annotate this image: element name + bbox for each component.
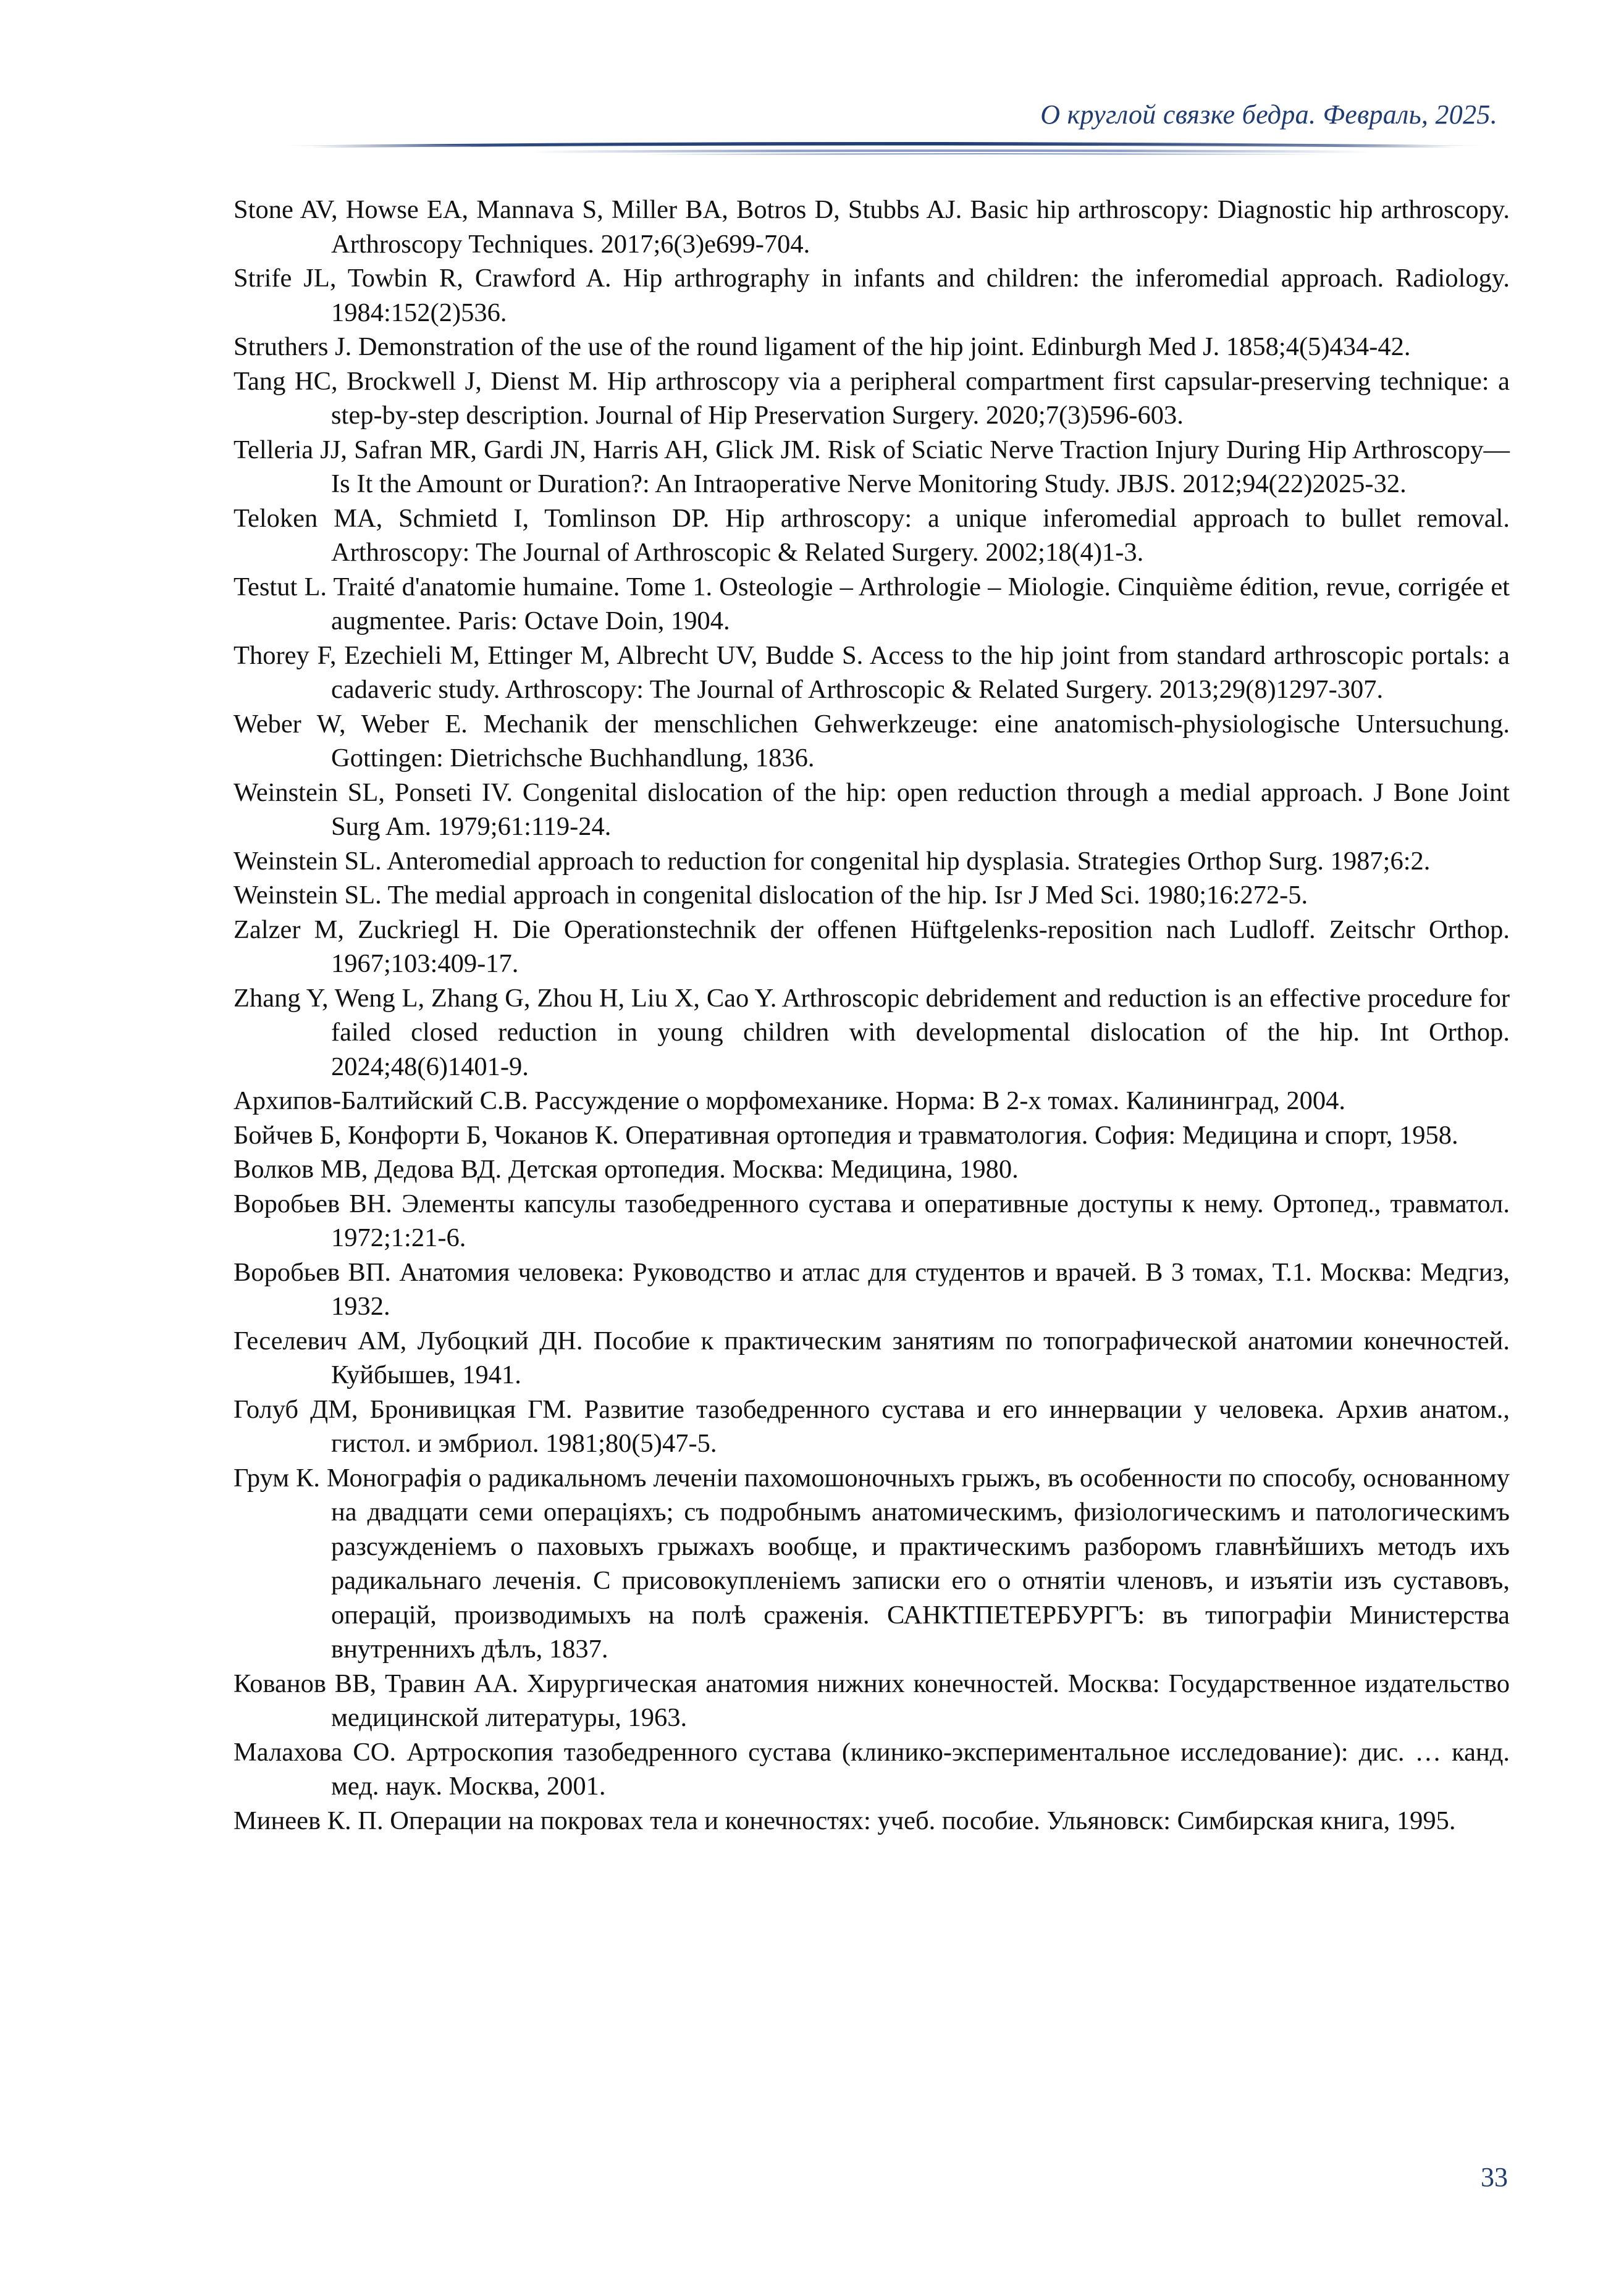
reference-item: Минеев К. П. Операции на покровах тела и конечностях: учеб. пособие. Ульяновск: Симбирская книга, 1995. xyxy=(234,1806,1456,1835)
reference-item: Tang HC, Brockwell J, Dienst M. Hip arthroscopy via a peripheral compartment first capsular-preserving technique: a step-by-step description. Journal of Hip Preservation Surgery. 2020;7(3)596-603. xyxy=(234,366,1510,430)
reference-item: Воробьев ВП. Анатомия человека: Руководство и атлас для студентов и врачей. В 3 томах, Т.1. Москва: Медгиз, 1932. xyxy=(234,1257,1510,1321)
reference-item: Архипов-Балтийский С.В. Рассуждение о морфомеханике. Норма: В 2-х томах. Калининград, 2004. xyxy=(234,1086,1346,1115)
page-number: 33 xyxy=(1481,2162,1508,2192)
reference-item: Weber W, Weber E. Mechanik der menschlichen Gehwerkzeuge: eine anatomisch-physiologische Untersuchung. Gottingen: Dietrichsche Buchhandlung, 1836. xyxy=(234,709,1510,773)
running-header: О круглой связке бедра. Февраль, 2025. xyxy=(1040,99,1497,130)
reference-item: Thorey F, Ezechieli M, Ettinger M, Albrecht UV, Budde S. Access to the hip joint from standard arthroscopic portals: a cadaveric study. Arthroscopy: The Journal of Arthroscopic & Related Surgery. 2013;29(8)1297-307. xyxy=(234,640,1510,704)
reference-item: Воробьев ВН. Элементы капсулы тазобедренного сустава и оперативные доступы к нему. Ортопед., травматол. 1972;1:21-6. xyxy=(234,1189,1510,1252)
reference-item: Грум К. Монографiя о радикальномъ леченiи пахомошоночныхъ грыжъ, въ особенности по способу, основанному на двадцати семи операцiяхъ; съ подробнымъ анатомическимъ, физiологическимъ и патологическимъ разсужденiемъ о паховыхъ грыжахъ вообще, и практическимъ разборомъ главнѣйшихъ методъ ихъ радикальнаго леченiя. С присовокупленiемъ записки его о отнятiи членовъ, и изъятiи изъ суставовъ, операцiй, производимыхъ на полѣ сраженiя. САНКТПЕТЕРБУРГЪ: въ типографiи Министерства внутреннихъ дѣлъ, 1837. xyxy=(234,1463,1510,1664)
reference-item: Testut L. Traité d'anatomie humaine. Tome 1. Osteologie – Arthrologie – Miologie. Cinquième édition, revue, corrigée et augmentee. Paris: Octave Doin, 1904. xyxy=(234,572,1510,635)
reference-item: Волков МВ, Дедова ВД. Детская ортопедия. Москва: Медицина, 1980. xyxy=(234,1155,1019,1184)
reference-item: Малахова СО. Артроскопия тазобедренного сустава (клинико-экспериментальное исследование): дис. … канд. мед. наук. Москва, 2001. xyxy=(234,1737,1510,1801)
reference-item: Weinstein SL. Anteromedial approach to reduction for congenital hip dysplasia. Strategies Orthop Surg. 1987;6:2. xyxy=(234,846,1431,876)
reference-item: Weinstein SL, Ponseti IV. Congenital dislocation of the hip: open reduction through a medial approach. J Bone Joint Surg Am. 1979;61:119-24. xyxy=(234,777,1510,841)
reference-item: Геселевич АМ, Лубоцкий ДН. Пособие к практическим занятиям по топографической анатомии конечностей. Куйбышев, 1941. xyxy=(234,1326,1510,1389)
header-decorative-rule xyxy=(272,137,1495,162)
reference-item: Zalzer M, Zuckriegl H. Die Operationstechnik der offenen Hüftgelenks-reposition nach Ludloff. Zeitschr Orthop. 1967;103:409-17. xyxy=(234,915,1510,978)
reference-item: Telleria JJ, Safran MR, Gardi JN, Harris AH, Glick JM. Risk of Sciatic Nerve Traction Injury During Hip Arthroscopy—Is It the Amount or Duration?: An Intraoperative Nerve Monitoring Study. JBJS. 2012;94(22)2025-32. xyxy=(234,435,1510,498)
reference-item: Бойчев Б, Конфорти Б, Чоканов К. Оперативная ортопедия и травматология. София: Медицина и спорт, 1958. xyxy=(234,1120,1458,1150)
reference-item: Stone AV, Howse EA, Mannava S, Miller BA, Botros D, Stubbs AJ. Basic hip arthroscopy: Diagnostic hip arthroscopy. Arthroscopy Techniques. 2017;6(3)e699-704. xyxy=(234,195,1510,259)
reference-item: Zhang Y, Weng L, Zhang G, Zhou H, Liu X, Cao Y. Arthroscopic debridement and reduction is an effective procedure for failed closed reduction in young children with developmental dislocation of the hip. Int Orthop. 2024;48(6)1401-9. xyxy=(234,983,1510,1081)
reference-item: Weinstein SL. The medial approach in congenital dislocation of the hip. Isr J Med Sci. 1980;16:272-5. xyxy=(234,881,1308,910)
reference-item: Голуб ДМ, Бронивицкая ГМ. Развитие тазобедренного сустава и его иннервации у человека. Архив анатом., гистол. и эмбриол. 1981;80(5)47-5. xyxy=(234,1394,1510,1458)
reference-item: Кованов ВВ, Травин АА. Хирургическая анатомия нижних конечностей. Москва: Государственное издательство медицинской литературы, 1963. xyxy=(234,1669,1510,1732)
reference-item: Strife JL, Towbin R, Crawford A. Hip arthrography in infants and children: the inferomedial approach. Radiology. 1984:152(2)536. xyxy=(234,264,1510,327)
reference-item: Teloken MA, Schmietd I, Tomlinson DP. Hip arthroscopy: a unique inferomedial approach to bullet removal. Arthroscopy: The Journal of Arthroscopic & Related Surgery. 2002;18(4)1-3. xyxy=(234,503,1510,567)
reference-list xyxy=(234,193,1510,1838)
reference-item: Struthers J. Demonstration of the use of the round ligament of the hip joint. Edinburgh Med J. 1858;4(5)434-42. xyxy=(234,332,1411,361)
